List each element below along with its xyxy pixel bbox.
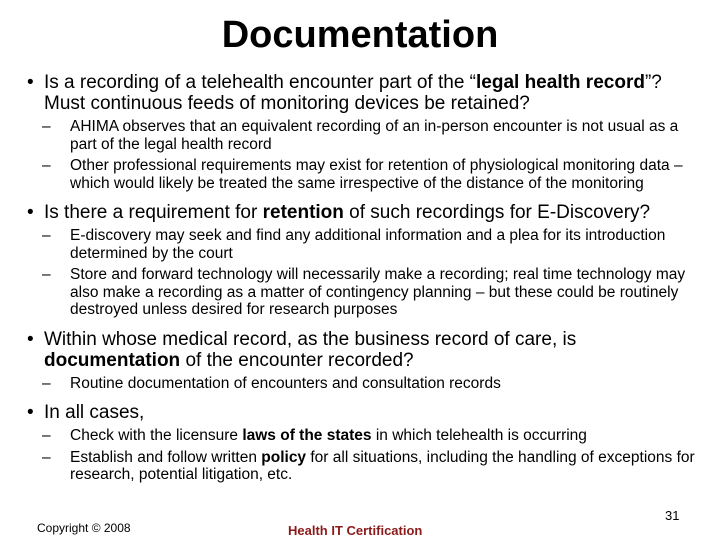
sub-item: – Check with the licensure laws of the states in which telehealth is occurring — [42, 427, 587, 444]
emphasis-legal-health-record: legal health record — [476, 72, 645, 93]
sub-list — [0, 427, 720, 484]
bullet-marker: • — [27, 402, 34, 423]
sub-item: – Other professional requirements may exist for retention of physiological monitoring data – which would likely be treated the same irrespective of the distance of the monitoring — [42, 157, 683, 192]
sub-item: – Establish and follow written policy for all situations, including the handling of exceptions for research, potential litigation, etc. — [42, 448, 695, 483]
emphasis-laws: laws of the states — [242, 427, 372, 444]
sub-item: – AHIMA observes that an equivalent recording of an in-person encounter is not usual as a part of the legal health record — [42, 118, 679, 153]
bullet-legal-health-record: • Is a recording of a telehealth encounter part of the “legal health record”? Must continuous feeds of monitoring devices be retained? — [27, 72, 662, 114]
sub-item: – Store and forward technology will necessarily make a recording; real time technology may also make a recording as a matter of contingency planning – but these could be routinely destroyed unless desired for research purposes — [42, 266, 686, 318]
sub-item: – Routine documentation of encounters and consultation records — [42, 374, 501, 392]
slide-title: Documentation — [221, 14, 499, 56]
bullet-marker: • — [27, 202, 34, 223]
slide-body — [0, 66, 720, 484]
bullet-marker: • — [27, 328, 34, 350]
emphasis-retention: retention — [262, 202, 344, 223]
page-number: 31 — [665, 508, 680, 523]
bullet-marker: • — [27, 72, 34, 93]
emphasis-documentation: documentation — [44, 349, 181, 371]
emphasis-policy: policy — [261, 448, 307, 466]
footer-title: Health IT Certification — [288, 523, 423, 538]
bullet-all-cases: • In all cases, — [27, 402, 145, 423]
sub-item: – E-discovery may seek and find any additional information and a plea for its introduction determined by the court — [42, 227, 666, 262]
sub-list — [0, 118, 720, 192]
sub-list — [0, 227, 720, 319]
bullet-retention: • Is there a requirement for retention of such recordings for E-Discovery? — [27, 202, 651, 223]
bullet-documentation: • Within whose medical record, as the business record of care, is documentation of the encounter recorded? — [27, 328, 577, 371]
copyright-notice: Copyright © 2008 — [37, 521, 131, 535]
sub-list — [0, 375, 720, 393]
